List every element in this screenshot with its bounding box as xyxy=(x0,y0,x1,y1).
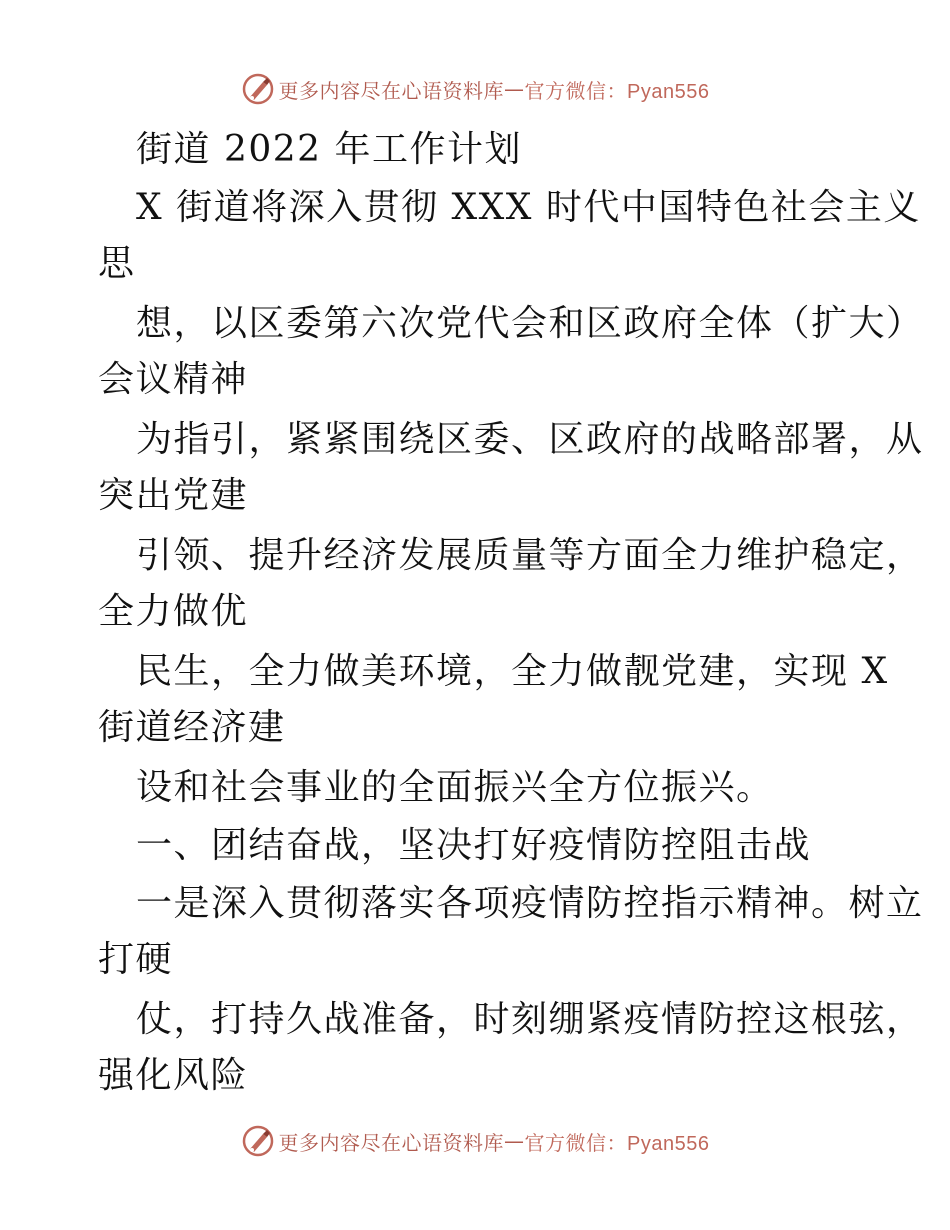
pen-nib-circle-icon xyxy=(241,72,275,106)
paragraph-line: 引领、提升经济发展质量等方面全力维护稳定， xyxy=(136,535,924,576)
watermark-text: 更多内容尽在心语资料库 xyxy=(278,78,505,103)
paragraph-line: 仗，打持久战准备，时刻绷紧疫情防控这根弦， xyxy=(136,999,924,1040)
watermark-separator: — xyxy=(504,1129,525,1153)
paragraph-line: 全力做优 xyxy=(98,591,249,632)
pen-nib-circle-icon xyxy=(241,1124,275,1158)
paragraph-line: 为指引，紧紧围绕区委、区政府的战略部署，从 xyxy=(136,419,924,460)
watermark-contact: 官方微信：Pyan556 xyxy=(524,1132,710,1155)
section-heading: 一、团结奋战，坚决打好疫情防控阻击战 xyxy=(136,825,812,866)
watermark-contact: 官方微信：Pyan556 xyxy=(524,80,710,103)
paragraph-line: 强化风险 xyxy=(98,1055,249,1096)
paragraph-line: 会议精神 xyxy=(98,359,249,400)
paragraph-line: 想，以区委第六次党代会和区政府全体（扩大） xyxy=(136,303,924,344)
watermark-separator: — xyxy=(504,77,525,101)
header-watermark xyxy=(0,72,950,106)
document-title: 街道 2022 年工作计划 xyxy=(136,129,523,170)
paragraph-line: 街道经济建 xyxy=(98,707,286,748)
paragraph-line: 打硬 xyxy=(98,939,174,980)
paragraph-line: 思 xyxy=(98,243,136,284)
paragraph-line: 民生，全力做美环境，全力做靓党建，实现 X xyxy=(136,651,889,692)
paragraph-line: X 街道将深入贯彻 XXX 时代中国特色社会主义 xyxy=(136,187,921,228)
watermark-text: 更多内容尽在心语资料库 xyxy=(278,1130,505,1155)
paragraph-line: 设和社会事业的全面振兴全方位振兴。 xyxy=(136,767,774,808)
paragraph-line: 一是深入贯彻落实各项疫情防控指示精神。树立 xyxy=(136,883,924,924)
footer-watermark xyxy=(0,1124,950,1158)
paragraph-line: 突出党建 xyxy=(98,475,249,516)
